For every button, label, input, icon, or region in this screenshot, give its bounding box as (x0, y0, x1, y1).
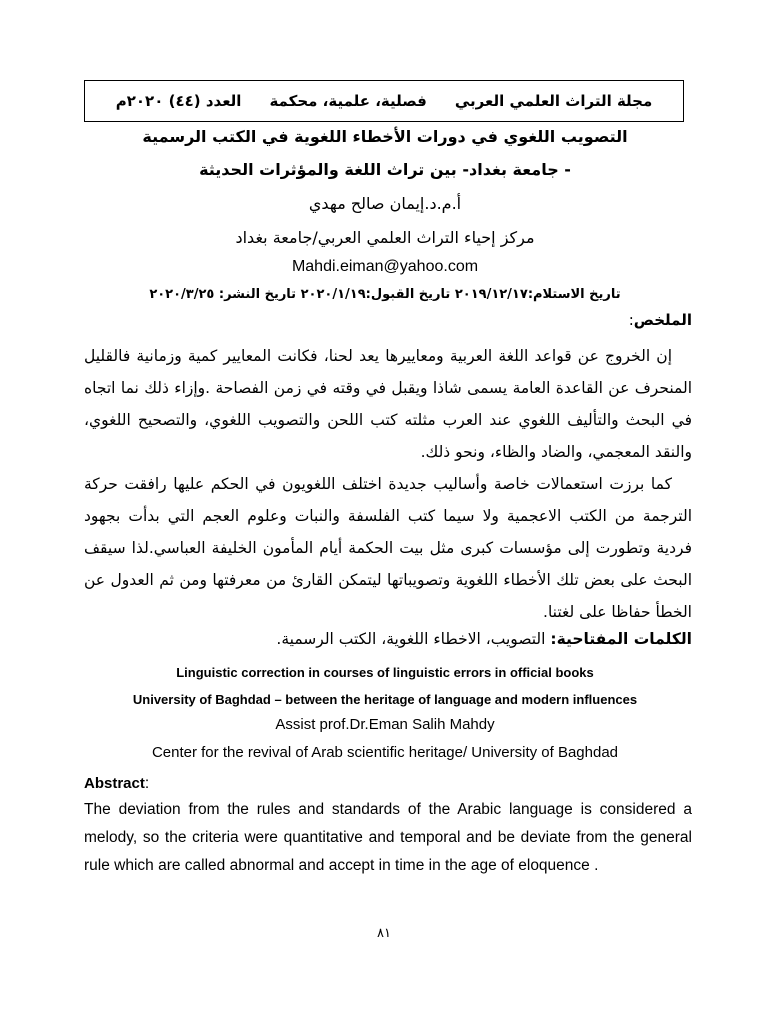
arabic-abstract-paragraph-1: إن الخروج عن قواعد اللغة العربية ومعاييرها يعد لحنا، فكانت المعايير كمية وزمانية فالقليل المنحرف عن القاعدة العامة يسمى شاذا ويقبل في وقته في زمن الفصاحة .وإزاء ذلك نما اتجاه في البحث والتأليف اللغوي عند العرب مثلته كتب اللحن والتصويب اللغوي، والتصحيح اللغوي، والنقد المعجمي، والضاد والظاء، ونحو ذلك. (84, 347, 692, 461)
english-abstract-body (84, 796, 692, 880)
english-abstract-paragraph: The deviation from the rules and standards of the Arabic language is considered a melody, so the criteria were quantitative and temporal and be deviate from the general rule which are called abnormal and accept in time in the age of eloquence . (84, 801, 692, 874)
arabic-author-name: أ.م.د.إيمان صالح مهدي (308, 194, 462, 213)
arabic-keywords-list: التصويب، الاخطاء اللغوية، الكتب الرسمية. (276, 630, 546, 648)
arabic-abstract-paragraph-2: كما برزت استعمالات خاصة وأساليب جديدة اختلف اللغويون في الحكم عليها رافقت حركة الترجمة من الكتب الاعجمية ولا سيما كتب الفلسفة والنبات وعلوم العجم التي بدأت بجهود فردية وتطورت إلى مؤسسات كبرى مثل بيت الحكمة أيام المأمون الخليفة العباسي.لذا سيقف البحث على بعض تلك الأخطاء اللغوية وتصويباتها ليتمكن القارئ من معرفتها ومن ثم العدول عن الخطأ حفاظا على لغتنا. (84, 475, 692, 621)
english-title-line1: Linguistic correction in courses of linguistic errors in official books (176, 665, 594, 680)
english-author-affiliation: Center for the revival of Arab scientific heritage/ University of Baghdad (151, 744, 619, 761)
author-email: Mahdi.eiman@yahoo.com (291, 258, 479, 275)
arabic-title-line2: - جامعة بغداد- بين تراث اللغة والمؤثرات الحديثة (199, 160, 571, 179)
english-author-name: Assist prof.Dr.Eman Salih Mahdy (275, 716, 495, 733)
arabic-author-affiliation: مركز إحياء التراث العلمي العربي/جامعة بغداد (235, 228, 535, 247)
arabic-keywords-label: الكلمات المفتاحية: (550, 630, 692, 648)
journal-type: فصلية، علمية، محكمة (269, 92, 427, 110)
journal-header-box (84, 80, 684, 122)
submission-dates: تاريخ الاستلام:٢٠١٩/١٢/١٧ تاريخ القبول:٢٠٢٠/١/١٩ تاريخ النشر: ٢٠٢٠/٣/٢٥ (149, 287, 621, 302)
arabic-title-line1: التصويب اللغوي في دورات الأخطاء اللغوية في الكتب الرسمية (142, 127, 628, 146)
journal-issue: العدد (٤٤) ٢٠٢٠م (115, 92, 242, 110)
english-title-line2: University of Baghdad – between the heritage of language and modern influences (132, 692, 638, 707)
english-abstract-heading (84, 770, 692, 798)
arabic-abstract-heading (84, 311, 692, 329)
english-abstract-heading-text: Abstract (84, 775, 145, 792)
arabic-abstract-heading-colon: : (628, 311, 634, 329)
journal-name: مجلة التراث العلمي العربي (454, 92, 653, 110)
arabic-abstract-body (84, 340, 692, 648)
arabic-abstract-heading-text: الملخص (633, 311, 692, 329)
english-abstract-heading-colon: : (144, 775, 150, 792)
arabic-keywords (84, 630, 692, 648)
page-number: ٨١ (377, 926, 391, 941)
